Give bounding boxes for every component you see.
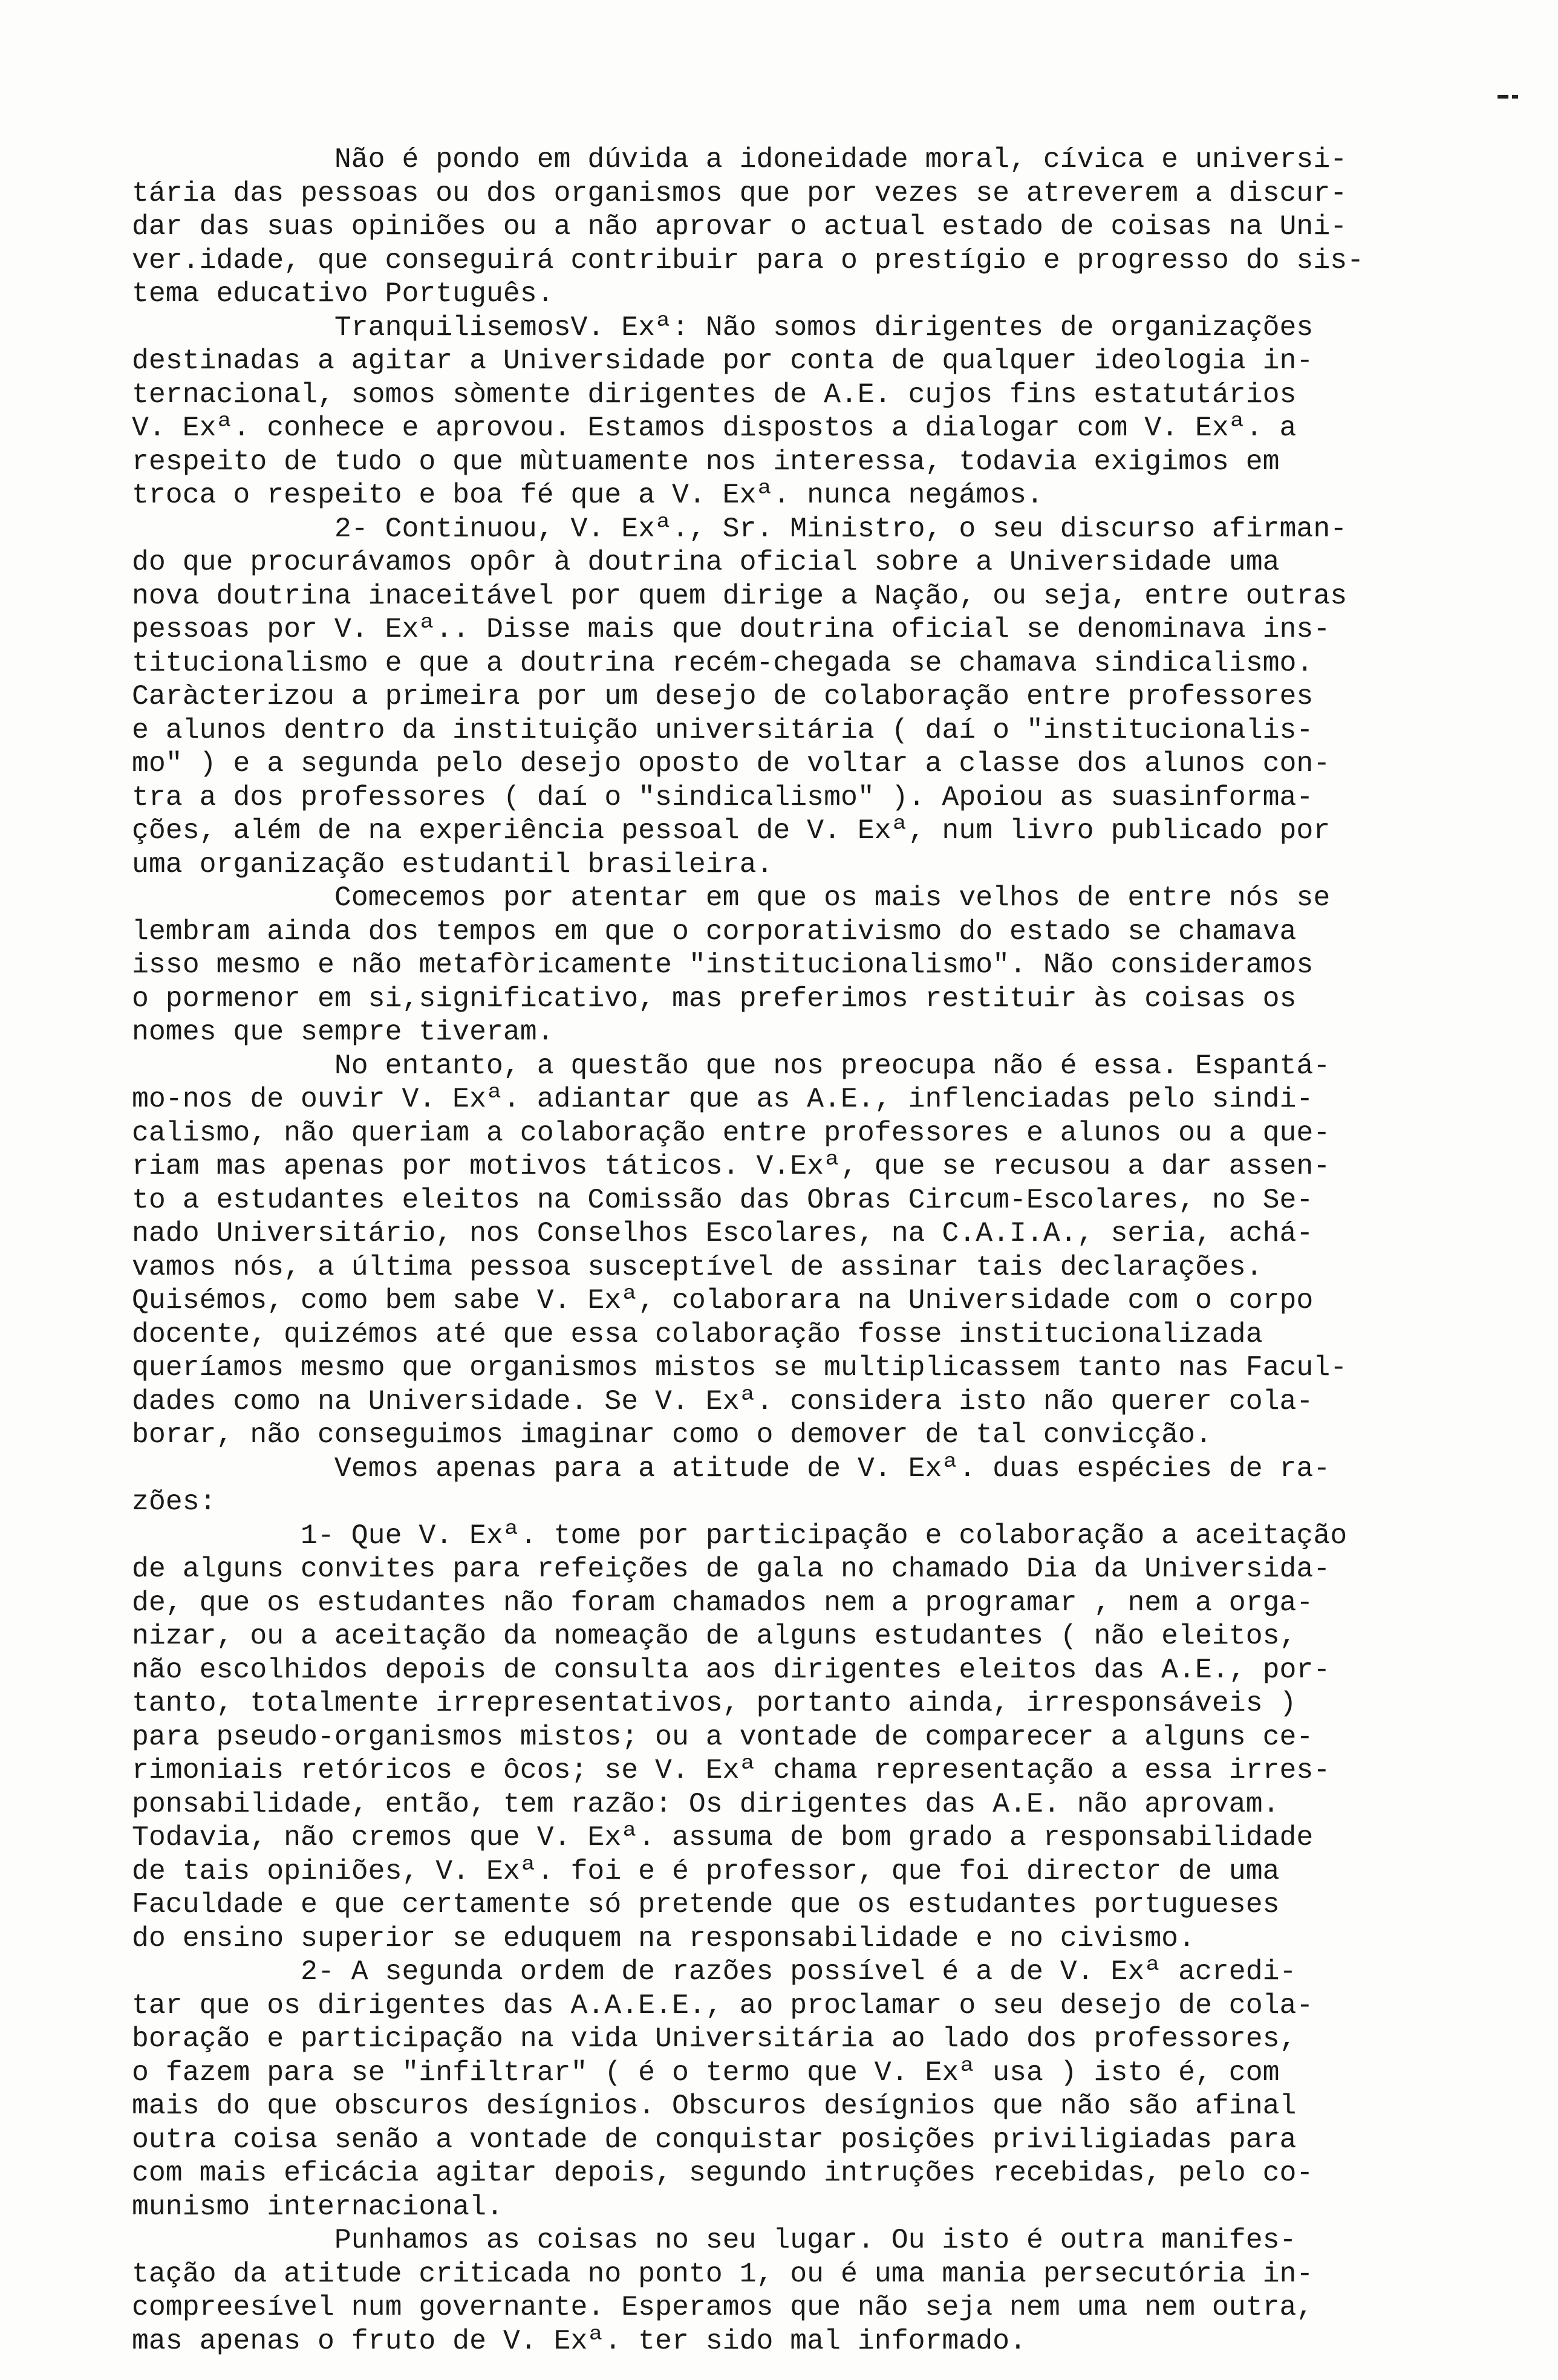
text-line: tema educativo Português.	[132, 278, 554, 310]
text-line: zões:	[132, 1486, 217, 1518]
text-line: Comecemos por atentar em que os mais velhos de entre nós se	[132, 882, 1331, 914]
text-line: dades como na Universidade. Se V. Exª. considera isto não querer cola-	[132, 1385, 1314, 1417]
text-line: para pseudo-organismos mistos; ou a vontade de comparecer a alguns ce-	[132, 1720, 1314, 1753]
text-line: tar que os dirigentes das A.A.E.E., ao proclamar o seu desejo de cola-	[132, 1989, 1314, 2021]
text-line: rimoniais retóricos e ôcos; se V. Exª chama representação a essa irres-	[132, 1754, 1331, 1786]
corner-ink-mark	[1498, 91, 1534, 97]
text-line: isso mesmo e não metafòricamente "institucionalismo". Não consideramos	[132, 949, 1314, 981]
text-line: pessoas por V. Exª.. Disse mais que doutrina oficial se denominava ins-	[132, 613, 1331, 645]
text-line: nizar, ou a aceitação da nomeação de alguns estudantes ( não eleitos,	[132, 1620, 1297, 1652]
text-line: dar das suas opiniões ou a não aprovar o actual estado de coisas na Uni-	[132, 210, 1348, 242]
text-line: lembram ainda dos tempos em que o corporativismo do estado se chamava	[132, 915, 1297, 948]
text-line: mas apenas o fruto de V. Exª. ter sido mal informado.	[132, 2324, 1026, 2357]
text-line: tanto, totalmente irrepresentativos, portanto ainda, irresponsáveis )	[132, 1687, 1297, 1719]
text-line: Punhamos as coisas no seu lugar. Ou isto é outra manifes-	[132, 2224, 1297, 2256]
text-line: mo" ) e a segunda pelo desejo oposto de voltar a classe dos alunos con-	[132, 747, 1331, 779]
text-line: compreesível num governante. Esperamos que não seja nem uma nem outra,	[132, 2291, 1314, 2323]
text-line: uma organização estudantil brasileira.	[132, 848, 774, 880]
text-line: nova doutrina inaceitável por quem dirige a Nação, ou seja, entre outras	[132, 579, 1348, 612]
text-line: o fazem para se "infiltrar" ( é o termo que V. Exª usa ) isto é, com	[132, 2056, 1280, 2089]
text-line: do que procurávamos opôr à doutrina oficial sobre a Universidade uma	[132, 546, 1280, 578]
text-line: com mais eficácia agitar depois, segundo intruções recebidas, pelo co-	[132, 2157, 1314, 2189]
text-line: nomes que sempre tiveram.	[132, 1016, 554, 1048]
text-line: ções, além de na experiência pessoal de V. Exª, num livro publicado por	[132, 814, 1331, 847]
text-line: 2- A segunda ordem de razões possível é a de V. Exª acredi-	[132, 1956, 1297, 1988]
text-line: riam mas apenas por motivos táticos. V.Exª, que se recusou a dar assen-	[132, 1150, 1331, 1182]
text-line: nado Universitário, nos Conselhos Escolares, na C.A.I.A., seria, achá-	[132, 1217, 1314, 1249]
text-line: munismo internacional.	[132, 2190, 503, 2223]
text-line: docente, quizémos até que essa colaboração fosse institucionalizada	[132, 1318, 1263, 1350]
text-line: mais do que obscuros desígnios. Obscuros desígnios que não são afinal	[132, 2090, 1297, 2122]
text-line: Não é pondo em dúvida a idoneidade moral, cívica e universi-	[132, 143, 1348, 175]
text-line: de alguns convites para refeições de gala no chamado Dia da Universida-	[132, 1553, 1331, 1585]
text-line: Faculdade e que certamente só pretende que os estudantes portugueses	[132, 1888, 1280, 1920]
text-line: ponsabilidade, então, tem razão: Os dirigentes das A.E. não aprovam.	[132, 1787, 1280, 1820]
text-line: ternacional, somos sòmente dirigentes de A.E. cujos fins estatutários	[132, 378, 1297, 411]
text-line: boração e participação na vida Universitária ao lado dos professores,	[132, 2023, 1297, 2055]
text-line: tária das pessoas ou dos organismos que por vezes se atreverem a discur-	[132, 177, 1348, 209]
text-line: o pormenor em si,significativo, mas preferimos restituir às coisas os	[132, 982, 1297, 1015]
text-line: tação da atitude criticada no ponto 1, ou é uma mania persecutória in-	[132, 2257, 1314, 2290]
text-line: calismo, não queriam a colaboração entre professores e alunos ou a que-	[132, 1116, 1331, 1149]
text-line: do ensino superior se eduquem na responsabilidade e no civismo.	[132, 1922, 1195, 1954]
typewritten-text-body	[132, 143, 1444, 2358]
text-line: destinadas a agitar a Universidade por conta de qualquer ideologia in-	[132, 345, 1314, 377]
text-line: to a estudantes eleitos na Comissão das Obras Circum-Escolares, no Se-	[132, 1183, 1314, 1216]
text-line: 2- Continuou, V. Exª., Sr. Ministro, o seu discurso afirman-	[132, 512, 1348, 545]
text-line: outra coisa senão a vontade de conquistar posições priviligiadas para	[132, 2123, 1297, 2156]
text-line: titucionalismo e que a doutrina recém-chegada se chamava sindicalismo.	[132, 646, 1314, 679]
text-line: Vemos apenas para a atitude de V. Exª. duas espécies de ra-	[132, 1452, 1331, 1484]
text-line: vamos nós, a última pessoa susceptível de assinar tais declarações.	[132, 1250, 1263, 1283]
text-line: troca o respeito e boa fé que a V. Exª. nunca negámos.	[132, 479, 1043, 511]
text-line: de, que os estudantes não foram chamados nem a programar , nem a orga-	[132, 1586, 1314, 1619]
text-line: Caràcterizou a primeira por um desejo de colaboração entre professores	[132, 680, 1314, 712]
text-line: ver.idade, que conseguirá contribuir para o prestígio e progresso do sis-	[132, 244, 1364, 276]
text-line: respeito de tudo o que mùtuamente nos interessa, todavia exigimos em	[132, 445, 1280, 478]
text-line: de tais opiniões, V. Exª. foi e é professor, que foi director de uma	[132, 1855, 1280, 1887]
text-line: Quisémos, como bem sabe V. Exª, colaborara na Universidade com o corpo	[132, 1284, 1314, 1316]
text-line: tra a dos professores ( daí o "sindicalismo" ). Apoiou as suasinforma-	[132, 781, 1314, 813]
text-line: não escolhidos depois de consulta aos dirigentes eleitos das A.E., por-	[132, 1653, 1331, 1686]
text-line: 1- Que V. Exª. tome por participação e colaboração a aceitação	[132, 1519, 1348, 1552]
text-line: TranquilisemosV. Exª: Não somos dirigentes de organizações	[132, 311, 1314, 343]
text-line: e alunos dentro da instituição universitária ( daí o "institucionalis-	[132, 714, 1314, 746]
text-line: borar, não conseguimos imaginar como o demover de tal convicção.	[132, 1419, 1212, 1451]
text-line: queríamos mesmo que organismos mistos se multiplicassem tanto nas Facul-	[132, 1351, 1348, 1383]
text-line: No entanto, a questão que nos preocupa não é essa. Espantá-	[132, 1049, 1331, 1082]
text-line: Todavia, não cremos que V. Exª. assuma de bom grado a responsabilidade	[132, 1821, 1314, 1853]
text-line: V. Exª. conhece e aprovou. Estamos dispostos a dialogar com V. Exª. a	[132, 412, 1297, 444]
text-line: mo-nos de ouvir V. Exª. adiantar que as A.E., inflenciadas pelo sindi-	[132, 1083, 1314, 1115]
